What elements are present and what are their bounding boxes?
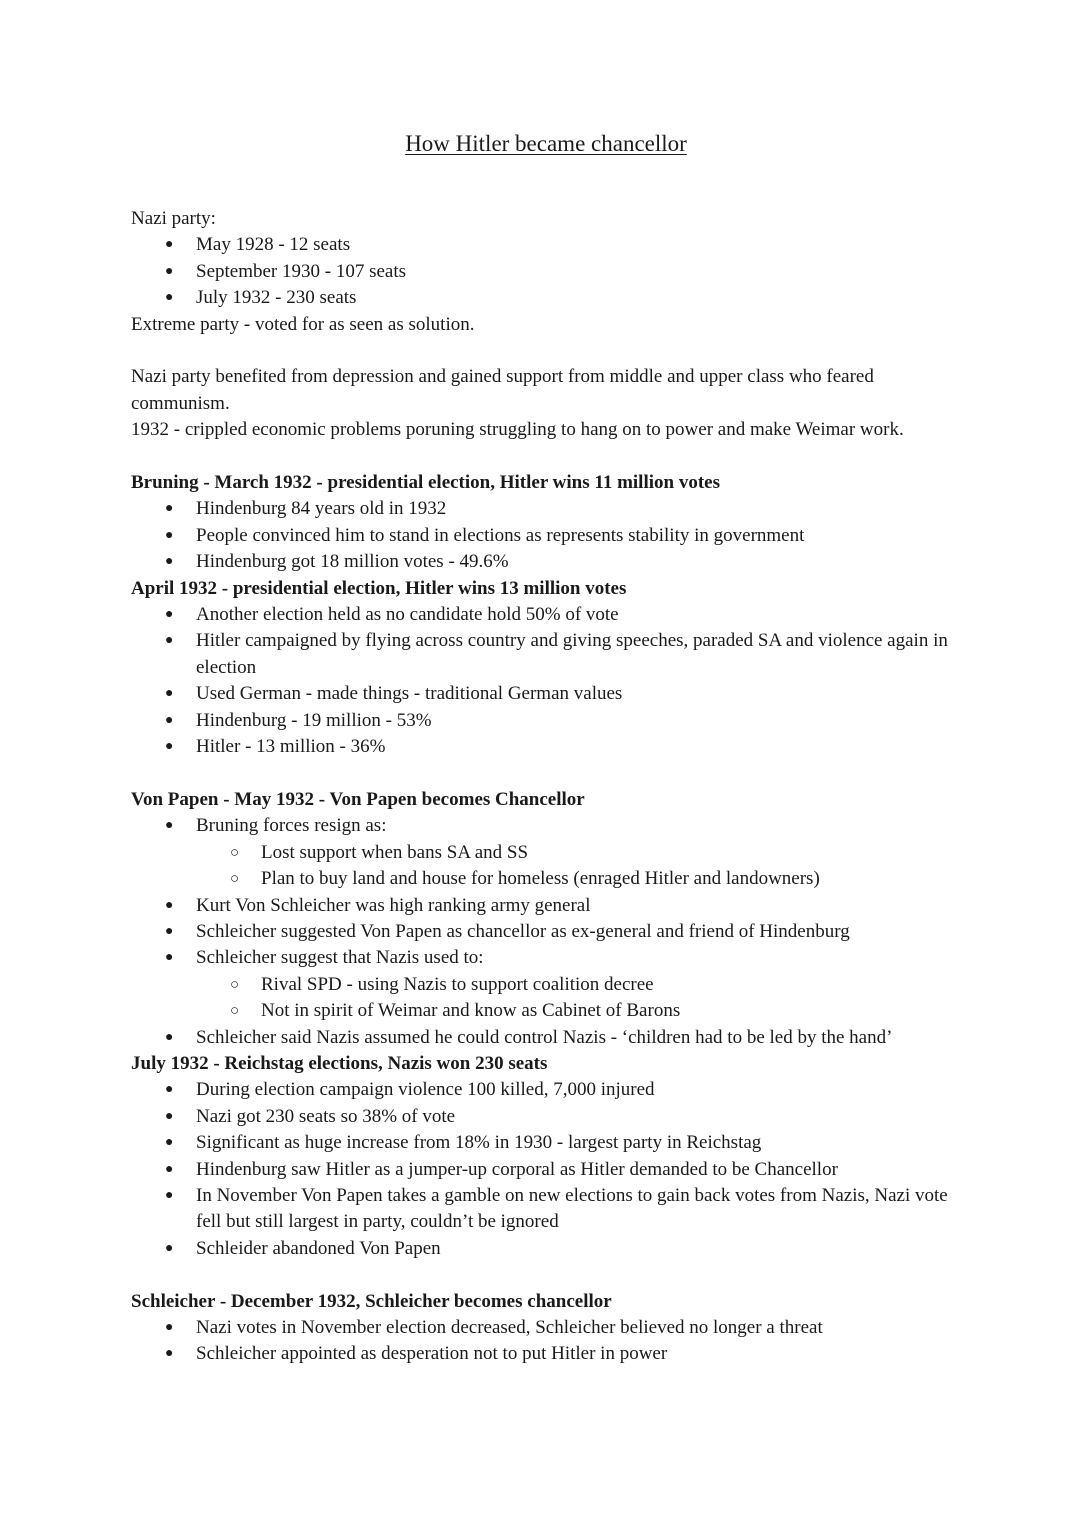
sublist-container xyxy=(131,972,961,1025)
bullet-icon: ● xyxy=(165,501,174,517)
von-papen-list xyxy=(131,813,961,839)
bullet-icon: ● xyxy=(165,1346,174,1362)
list-item: ● Significant as huge increase from 18% in 1930 - largest party in Reichstag xyxy=(131,1130,961,1156)
list-item: ● Hindenburg got 18 million votes - 49.6% xyxy=(131,549,961,575)
list-item: ● Schleicher suggested Von Papen as chancellor as ex-general and friend of Hindenburg xyxy=(131,919,961,945)
april-list xyxy=(131,602,961,760)
bullet-icon: ● xyxy=(165,1320,174,1335)
von-papen-sublist xyxy=(131,840,961,893)
von-papen-sublist-2 xyxy=(131,972,961,1025)
bullet-icon: ● xyxy=(165,237,174,253)
sub-bullet-icon: ○ xyxy=(230,871,240,888)
list-item: ● Schleicher appointed as desperation not to put Hitler in power xyxy=(131,1341,961,1367)
page-title: How Hitler became chancellor xyxy=(405,131,687,156)
intro-summary: Extreme party - voted for as seen as solution. xyxy=(131,313,475,335)
bullet-icon: ● xyxy=(165,1082,174,1098)
list-item: ● July 1932 - 230 seats xyxy=(131,285,961,311)
bullet-icon: ● xyxy=(165,1161,174,1177)
section-heading-april: April 1932 - presidential election, Hitler wins 13 million votes xyxy=(131,577,627,599)
bullet-icon: ● xyxy=(165,633,174,649)
list-item: ● In November Von Papen takes a gamble on new elections to gain back votes from Nazis, Nazi vote fell but still largest in party, couldn’t be ignored xyxy=(165,1184,948,1233)
sublist-container xyxy=(131,840,961,893)
von-papen-list-end xyxy=(131,1025,961,1051)
list-item: ● People convinced him to stand in elections as represents stability in government xyxy=(131,523,961,549)
list-item: ● September 1930 - 107 seats xyxy=(131,259,961,285)
list-item: ● Hindenburg 84 years old in 1932 xyxy=(131,496,961,522)
nazi-party-heading: Nazi party: xyxy=(131,208,216,229)
bullet-icon: ● xyxy=(165,1135,174,1151)
list-item: ● Schleicher said Nazis assumed he could control Nazis - ‘children had to be led by the hand’ xyxy=(131,1025,961,1051)
bullet-icon: ● xyxy=(165,950,174,966)
bullet-icon: ● xyxy=(165,1187,174,1203)
bullet-icon: ● xyxy=(165,923,174,939)
list-item: ● Kurt Von Schleicher was high ranking army general xyxy=(131,893,961,919)
bullet-icon: ● xyxy=(165,1108,174,1124)
sub-bullet-icon: ○ xyxy=(230,844,240,861)
section-heading-july: July 1932 - Reichstag elections, Nazis won 230 seats xyxy=(131,1052,548,1074)
sub-list-item: ○ Lost support when bans SA and SS xyxy=(196,840,961,866)
schleicher-list xyxy=(131,1315,961,1368)
list-item: ● Hindenburg saw Hitler as a jumper-up corporal as Hitler demanded to be Chancellor xyxy=(131,1157,961,1183)
bruning-list xyxy=(131,496,961,575)
bullet-icon: ● xyxy=(165,290,174,306)
list-item: ● Nazi got 230 seats so 38% of vote xyxy=(131,1104,961,1130)
sub-list-item: ○ Rival SPD - using Nazis to support coalition decree xyxy=(196,972,961,998)
bullet-icon: ● xyxy=(165,897,174,913)
list-item: ● Bruning forces resign as: xyxy=(131,813,961,839)
list-item: ● Schleicher suggest that Nazis used to: xyxy=(131,945,961,971)
context-paragraph: Nazi party benefited from depression and gained support from middle and upper class who feared communism. xyxy=(131,366,874,414)
list-item: ● May 1928 - 12 seats xyxy=(131,232,961,258)
section-heading-von-papen: Von Papen - May 1932 - Von Papen becomes Chancellor xyxy=(131,788,585,810)
july-list xyxy=(131,1077,961,1262)
von-papen-list-cont xyxy=(131,893,961,972)
context-paragraph: 1932 - crippled economic problems poruning struggling to hang on to power and make Weimar work. xyxy=(131,419,904,441)
list-item: ● Used German - made things - traditional German values xyxy=(131,681,961,707)
seats-list xyxy=(131,232,961,311)
bullet-icon: ● xyxy=(165,263,174,279)
list-item: ● Hitler - 13 million - 36% xyxy=(131,734,961,760)
document-page xyxy=(131,128,961,1368)
bullet-icon: ● xyxy=(165,686,174,702)
bullet-icon: ● xyxy=(165,818,174,834)
section-heading-bruning: Bruning - March 1932 - presidential election, Hitler wins 11 million votes xyxy=(131,472,720,494)
list-item: ● Another election held as no candidate hold 50% of vote xyxy=(131,602,961,628)
bullet-icon: ● xyxy=(165,527,174,543)
bullet-icon: ● xyxy=(165,607,174,623)
bullet-icon: ● xyxy=(165,712,174,728)
sub-bullet-icon: ○ xyxy=(230,976,240,993)
list-item: ● Hitler campaigned by flying across country and giving speeches, paraded SA and violence again in election xyxy=(165,630,948,678)
bullet-icon: ● xyxy=(165,1240,174,1256)
bullet-icon: ● xyxy=(165,554,174,570)
sub-list-item: ○ Not in spirit of Weimar and know as Cabinet of Barons xyxy=(196,998,961,1024)
list-item: ● Schleider abandoned Von Papen xyxy=(131,1236,961,1262)
list-item: ● Hindenburg - 19 million - 53% xyxy=(131,708,961,734)
sub-list-item: ○ Plan to buy land and house for homeless (enraged Hitler and landowners) xyxy=(196,866,961,892)
section-heading-schleicher: Schleicher - December 1932, Schleicher becomes chancellor xyxy=(131,1290,612,1312)
list-item: ● During election campaign violence 100 killed, 7,000 injured xyxy=(131,1077,961,1103)
sub-bullet-icon: ○ xyxy=(230,1003,240,1020)
list-item: ● Nazi votes in November election decreased, Schleicher believed no longer a threat xyxy=(131,1315,961,1341)
bullet-icon: ● xyxy=(165,1029,174,1045)
bullet-icon: ● xyxy=(165,739,174,755)
